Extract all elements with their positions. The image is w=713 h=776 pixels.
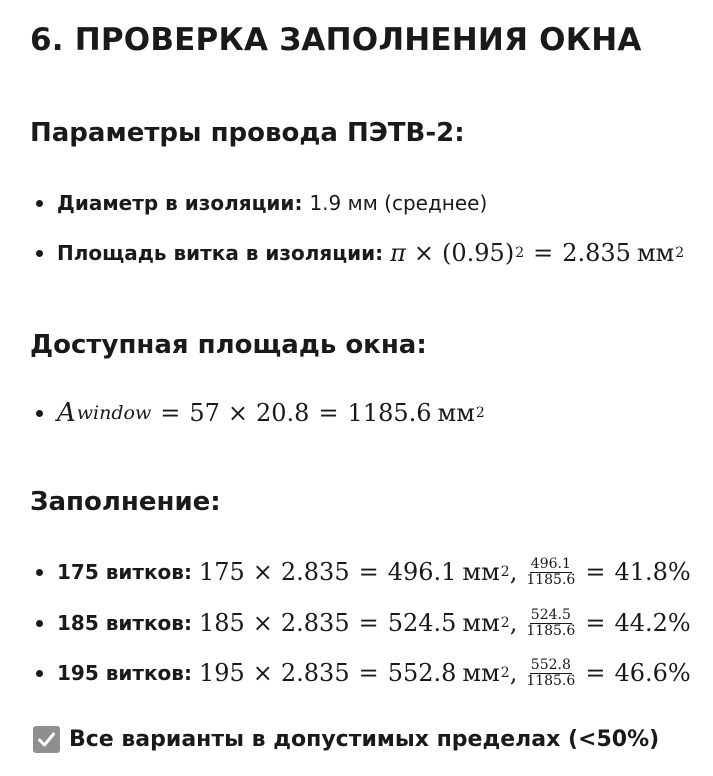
equals-operator: = bbox=[533, 239, 554, 267]
radius-exponent: 2 bbox=[515, 245, 525, 261]
copper-area-value: 524.5 bbox=[387, 609, 457, 637]
copper-area-value: 496.1 bbox=[387, 558, 457, 586]
turn-area-formula bbox=[390, 239, 684, 267]
area-unit: мм bbox=[462, 659, 500, 687]
conclusion bbox=[33, 726, 659, 753]
fraction-denominator: 1185.6 bbox=[526, 672, 576, 689]
area-unit: мм bbox=[462, 558, 500, 586]
fraction-numerator: 524.5 bbox=[530, 606, 571, 623]
times-operator: × bbox=[413, 239, 435, 267]
equals-operator: = bbox=[585, 659, 606, 687]
equals-operator: = bbox=[585, 558, 606, 586]
fill-percent: 44.2% bbox=[614, 609, 691, 637]
list-item-fill-185 bbox=[30, 606, 691, 640]
fill-row-formula bbox=[199, 608, 691, 639]
turns-value: 185 bbox=[198, 609, 245, 637]
bullet-icon bbox=[36, 410, 43, 417]
diameter-label: Диаметр в изоляции: bbox=[57, 191, 303, 215]
turns-value: 195 bbox=[198, 659, 245, 687]
fraction-denominator: 1185.6 bbox=[526, 622, 576, 639]
comma: , bbox=[509, 609, 518, 637]
copper-area-value: 552.8 bbox=[387, 659, 457, 687]
turn-area-unit-exponent: 2 bbox=[675, 245, 685, 261]
bullet-icon bbox=[36, 250, 43, 257]
bullet-icon bbox=[36, 670, 43, 677]
diameter-value: 1.9 мм (среднее) bbox=[309, 191, 488, 215]
wire-params-heading: Параметры провода ПЭТВ-2: bbox=[30, 118, 465, 148]
turn-area-result: 2.835 bbox=[562, 239, 631, 267]
window-area-result: 1185.6 bbox=[347, 399, 432, 427]
list-item-turn-area bbox=[30, 236, 684, 270]
equals-operator: = bbox=[160, 399, 181, 427]
fill-fraction bbox=[525, 557, 576, 588]
fill-row-label: 185 витков: bbox=[57, 611, 192, 635]
window-area-unit: мм bbox=[437, 399, 475, 427]
list-item-fill-175 bbox=[30, 555, 691, 589]
area-unit: мм bbox=[462, 609, 500, 637]
fill-row-label: 195 витков: bbox=[57, 661, 192, 685]
fill-row-label: 175 витков: bbox=[57, 560, 192, 584]
list-item-diameter bbox=[30, 186, 487, 220]
equals-operator: = bbox=[318, 399, 339, 427]
equals-operator: = bbox=[358, 558, 379, 586]
window-area-unit-exponent: 2 bbox=[475, 405, 485, 421]
pi-symbol: π bbox=[390, 239, 406, 267]
fraction-denominator: 1185.6 bbox=[526, 571, 576, 588]
equals-operator: = bbox=[585, 609, 606, 637]
bullet-icon bbox=[36, 569, 43, 576]
wire-area-value: 2.835 bbox=[280, 659, 350, 687]
times-operator: × bbox=[227, 399, 248, 427]
area-unit-exponent: 2 bbox=[500, 665, 510, 681]
check-mark-icon bbox=[33, 726, 60, 753]
page-title: 6. ПРОВЕРКА ЗАПОЛНЕНИЯ ОКНА bbox=[30, 22, 642, 58]
window-height: 20.8 bbox=[256, 399, 310, 427]
wire-area-value: 2.835 bbox=[280, 558, 350, 586]
times-operator: × bbox=[252, 558, 273, 586]
window-width: 57 bbox=[189, 399, 220, 427]
bullet-icon bbox=[36, 200, 43, 207]
area-unit-exponent: 2 bbox=[500, 564, 510, 580]
conclusion-text: Все варианты в допустимых пределах (<50%) bbox=[69, 727, 660, 752]
fill-fraction bbox=[525, 608, 576, 639]
radius-term: (0.95) bbox=[442, 239, 515, 267]
fill-row-formula bbox=[199, 658, 691, 689]
list-item-window-area bbox=[30, 396, 485, 430]
fraction-numerator: 552.8 bbox=[530, 656, 571, 673]
area-subscript: window bbox=[76, 402, 152, 424]
equals-operator: = bbox=[358, 659, 379, 687]
times-operator: × bbox=[252, 609, 273, 637]
comma: , bbox=[509, 558, 518, 586]
window-area-heading: Доступная площадь окна: bbox=[30, 330, 427, 360]
fill-heading: Заполнение: bbox=[30, 487, 221, 517]
area-symbol: A bbox=[57, 398, 76, 428]
fill-fraction bbox=[525, 658, 576, 689]
list-item-fill-195 bbox=[30, 656, 691, 690]
fill-percent: 46.6% bbox=[614, 659, 691, 687]
fraction-numerator: 496.1 bbox=[530, 555, 571, 572]
comma: , bbox=[509, 659, 518, 687]
fill-row-formula bbox=[199, 557, 691, 588]
check-mark-glyph bbox=[36, 729, 57, 750]
equals-operator: = bbox=[358, 609, 379, 637]
turn-area-unit: мм bbox=[636, 239, 675, 267]
times-operator: × bbox=[252, 659, 273, 687]
fill-percent: 41.8% bbox=[614, 558, 691, 586]
window-area-formula bbox=[57, 398, 485, 428]
bullet-icon bbox=[36, 620, 43, 627]
wire-area-value: 2.835 bbox=[280, 609, 350, 637]
turn-area-label: Площадь витка в изоляции: bbox=[57, 241, 384, 265]
turns-value: 175 bbox=[198, 558, 245, 586]
area-unit-exponent: 2 bbox=[500, 615, 510, 631]
